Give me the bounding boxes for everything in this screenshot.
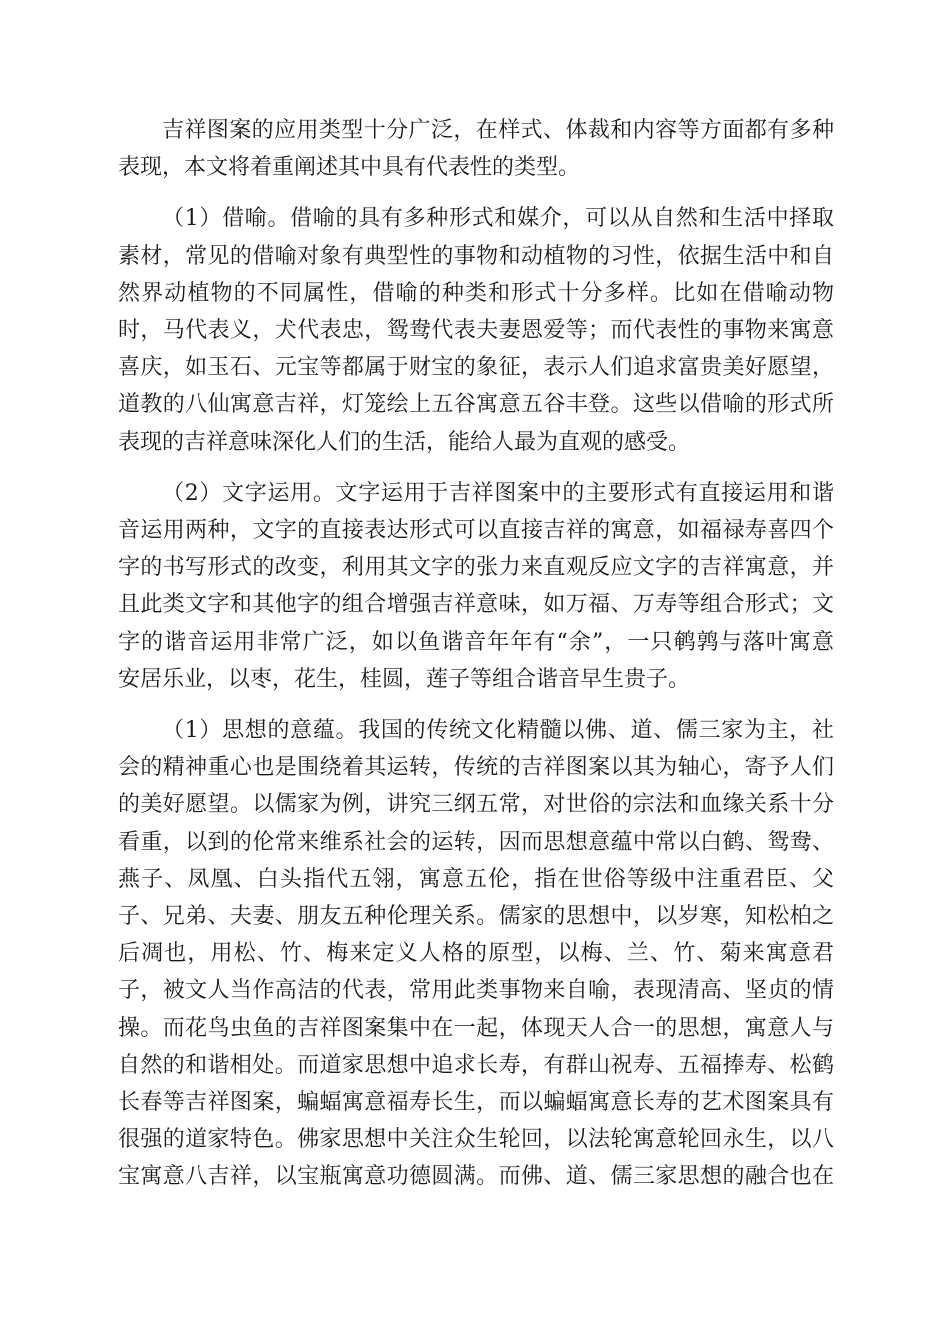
paragraph-thought (118, 712, 834, 1196)
document-body (118, 112, 834, 1210)
text-line: 喜庆，如玉石、元宝等都属于财宝的象征，表示人们追求富贵美好愿望， (118, 355, 834, 381)
text-line: 长春等吉祥图案，蝙蝠寓意福寿长生，而以蝙蝠寓意长寿的艺术图案具有 (118, 1090, 834, 1116)
text-line: 且此类文字和其他字的组合增强吉祥意味，如万福、万寿等组合形式；文 (118, 592, 834, 618)
text-line: （1）思想的意蕴。我国的传统文化精髓以佛、道、儒三家为主，社 (162, 718, 834, 744)
text-line: 后凋也，用松、竹、梅来定义人格的原型，以梅、兰、竹、菊来寓意君 (118, 941, 834, 967)
paragraph-metaphor (118, 200, 834, 460)
text-line: 表现的吉祥意味深化人们的生活，能给人最为直观的感受。 (118, 429, 691, 455)
paragraph-intro (118, 112, 834, 186)
text-line: 的美好愿望。以儒家为例，讲究三纲五常，对世俗的宗法和血缘关系十分 (118, 792, 834, 818)
text-line: 吉祥图案的应用类型十分广泛，在样式、体裁和内容等方面都有多种 (162, 118, 834, 143)
text-line: 子、兄弟、夫妻、朋友五种伦理关系。儒家的思想中，以岁寒，知松柏之 (118, 904, 834, 930)
text-line: 看重，以到的伦常来维系社会的运转，因而思想意蕴中常以白鹤、鸳鸯、 (118, 829, 834, 855)
text-line: 字的书写形式的改变，利用其文字的张力来直观反应文字的吉祥寓意，并 (118, 555, 834, 581)
text-line: 宝寓意八吉祥，以宝瓶寓意功德圆满。而佛、道、儒三家思想的融合也在 (118, 1164, 834, 1190)
text-line: 音运用两种，文字的直接表达形式可以直接吉祥的寓意，如福禄寿喜四个 (118, 518, 834, 544)
text-line: 然界动植物的不同属性，借喻的种类和形式十分多样。比如在借喻动物 (118, 280, 834, 306)
text-line: 子，被文人当作高洁的代表，常用此类事物来自喻，表现清高、坚贞的情 (118, 978, 834, 1004)
text-line: 道教的八仙寓意吉祥，灯笼绘上五谷寓意五谷丰登。这些以借喻的形式所 (118, 392, 834, 418)
text-line: 字的谐音运用非常广泛，如以鱼谐音年年有“余”，一只鹌鹑与落叶寓意 (118, 629, 834, 655)
text-line: 自然的和谐相处。而道家思想中追求长寿，有群山祝寿、五福捧寿、松鹤 (118, 1052, 834, 1078)
text-line: 表现，本文将着重阐述其中具有代表性的类型。 (118, 155, 581, 181)
text-line: 很强的道家特色。佛家思想中关注众生轮回，以法轮寓意轮回永生，以八 (118, 1127, 834, 1153)
text-line: 素材，常见的借喻对象有典型性的事物和动植物的习性，依据生活中和自 (118, 243, 834, 269)
text-line: 燕子、凤凰、白头指代五翎，寓意五伦，指在世俗等级中注重君臣、父 (118, 866, 834, 892)
text-line: 操。而花鸟虫鱼的吉祥图案集中在一起，体现天人合一的思想，寓意人与 (118, 1015, 834, 1041)
text-line: （1）借喻。借喻的具有多种形式和媒介，可以从自然和生活中择取 (162, 206, 834, 232)
text-line: （2）文字运用。文字运用于吉祥图案中的主要形式有直接运用和谐 (162, 480, 834, 506)
text-line: 时，马代表义，犬代表忠，鸳鸯代表夫妻恩爱等；而代表性的事物来寓意 (118, 318, 834, 344)
text-line: 会的精神重心也是围绕着其运转，传统的吉祥图案以其为轴心，寄予人们 (118, 755, 834, 781)
paragraph-text-usage (118, 475, 834, 698)
text-line: 安居乐业，以枣，花生，桂圆，莲子等组合谐音早生贵子。 (118, 666, 691, 692)
